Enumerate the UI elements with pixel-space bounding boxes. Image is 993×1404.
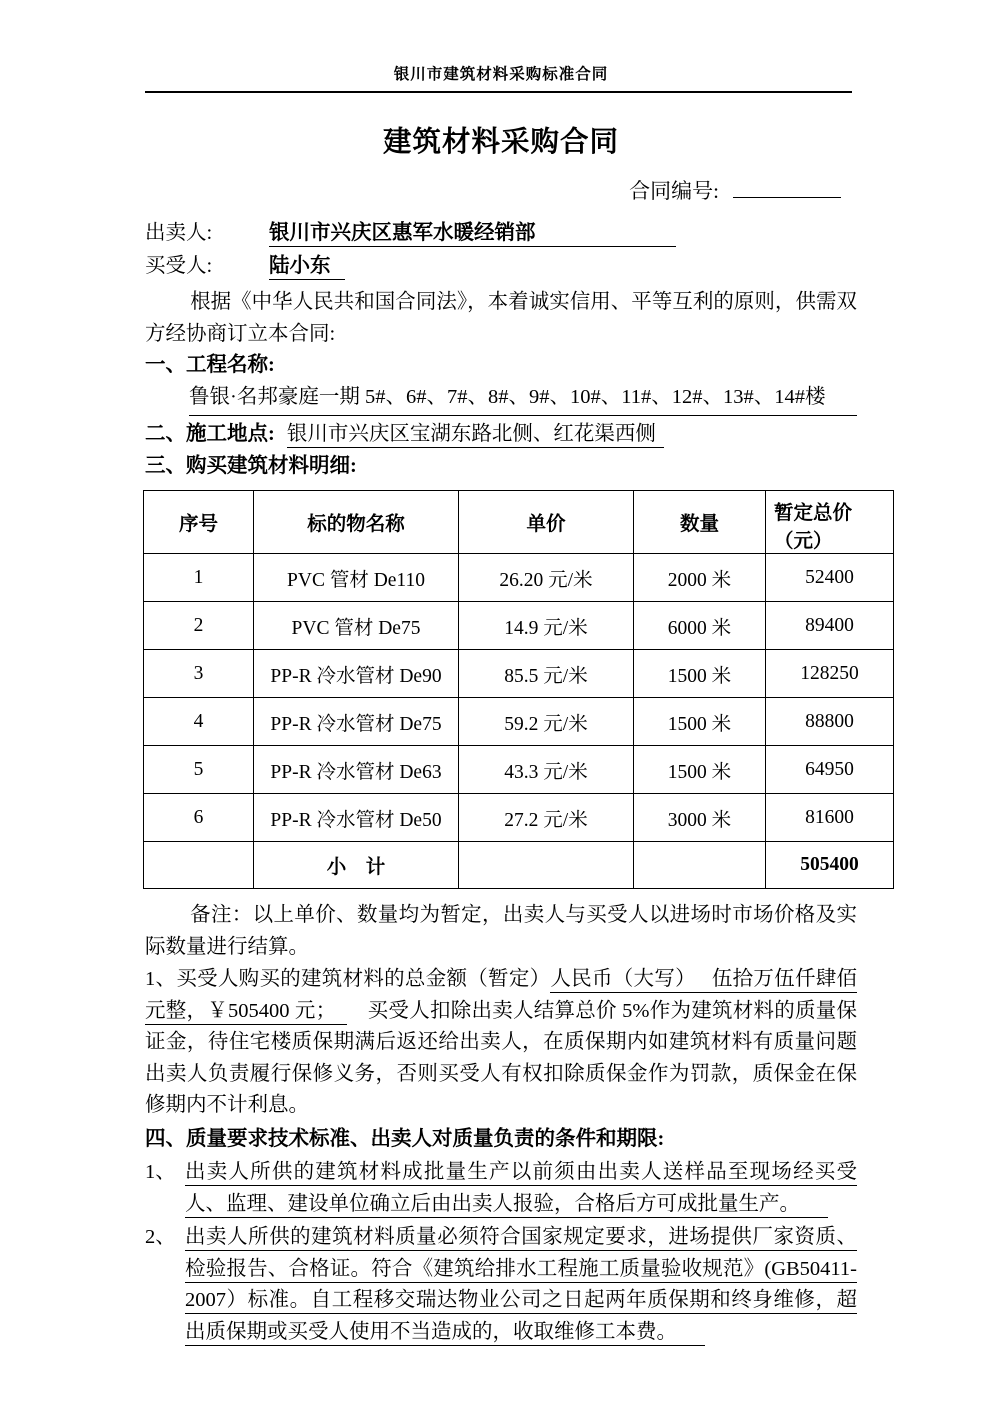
cell-quantity: 2000 米 bbox=[634, 554, 766, 602]
col-header-unit-price: 单价 bbox=[459, 491, 634, 554]
cell-item-name: PVC 管材 De110 bbox=[254, 554, 459, 602]
cell-item-name: PP-R 冷水管材 De50 bbox=[254, 794, 459, 842]
cell-item-name: PP-R 冷水管材 De63 bbox=[254, 746, 459, 794]
cell-item-name: PP-R 冷水管材 De90 bbox=[254, 650, 459, 698]
quality-item-2-text bbox=[185, 1222, 857, 1348]
cell-index: 5 bbox=[144, 746, 254, 794]
cell-unit-price: 27.2 元/米 bbox=[459, 794, 634, 842]
cell-item-name: PVC 管材 De75 bbox=[254, 602, 459, 650]
table-row bbox=[144, 746, 894, 794]
cell-index: 2 bbox=[144, 602, 254, 650]
cell-total-price: 128250 bbox=[766, 650, 894, 698]
cell-index: 1 bbox=[144, 554, 254, 602]
quality-item-2-marker: 2、 bbox=[145, 1226, 176, 1248]
buyer-value: 陆小东 bbox=[269, 255, 345, 280]
subtotal-label: 小 计 bbox=[254, 842, 459, 889]
subtotal-empty-index bbox=[144, 842, 254, 889]
header-divider bbox=[145, 91, 852, 93]
col-header-quantity: 数量 bbox=[634, 491, 766, 554]
cell-unit-price: 59.2 元/米 bbox=[459, 698, 634, 746]
cell-quantity: 3000 米 bbox=[634, 794, 766, 842]
table-row bbox=[144, 602, 894, 650]
contract-number-label: 合同编号: bbox=[629, 179, 719, 203]
section-1-heading: 一、工程名称: bbox=[145, 354, 275, 376]
cell-index: 6 bbox=[144, 794, 254, 842]
content-area bbox=[145, 0, 857, 1348]
cell-index: 4 bbox=[144, 698, 254, 746]
quality-item-2 bbox=[145, 1222, 857, 1348]
cell-unit-price: 14.9 元/米 bbox=[459, 602, 634, 650]
cell-item-name: PP-R 冷水管材 De75 bbox=[254, 698, 459, 746]
section-3-heading: 三、购买建筑材料明细: bbox=[145, 454, 357, 477]
cell-quantity: 6000 米 bbox=[634, 602, 766, 650]
contract-number-blank bbox=[733, 178, 841, 198]
total-amount-paragraph bbox=[145, 964, 857, 1122]
quality-item-1-text bbox=[185, 1157, 857, 1220]
total-amount-lead: 1、买受人购买的建筑材料的总金额（暂定） bbox=[145, 968, 551, 990]
subtotal-empty-price bbox=[459, 842, 634, 889]
quality-item-1-marker: 1、 bbox=[145, 1161, 176, 1183]
section-4-heading: 四、质量要求技术标准、出卖人对质量负责的条件和期限: bbox=[145, 1127, 665, 1150]
cell-total-price: 81600 bbox=[766, 794, 894, 842]
cell-unit-price: 43.3 元/米 bbox=[459, 746, 634, 794]
quality-item-1 bbox=[145, 1157, 857, 1220]
section-2-line bbox=[145, 418, 857, 451]
project-name-value: 鲁银·名邦豪庭一期 5#、6#、7#、8#、9#、10#、11#、12#、13#、14#楼 bbox=[189, 382, 857, 416]
cell-total-price: 89400 bbox=[766, 602, 894, 650]
cell-total-price: 88800 bbox=[766, 698, 894, 746]
cell-quantity: 1500 米 bbox=[634, 698, 766, 746]
preamble-paragraph: 根据《中华人民共和国合同法》，本着诚实信用、平等互利的原则，供需双方经协商订立本合同: bbox=[145, 291, 857, 345]
table-row bbox=[144, 794, 894, 842]
col-header-index: 序号 bbox=[144, 491, 254, 554]
seller-value: 银川市兴庆区惠军水暖经销部 bbox=[269, 222, 676, 247]
materials-table bbox=[143, 490, 894, 889]
parties-block bbox=[145, 218, 857, 282]
seller-row bbox=[145, 218, 857, 249]
seller-label: 出卖人: bbox=[145, 222, 213, 244]
buyer-row bbox=[145, 251, 857, 282]
quality-item-1-underlined-text: 出卖人所供的建筑材料成批量生产以前须由出卖人送样品至现场经买受人、监理、建设单位确立后由出卖人报验，合格后方可成批量生产。 bbox=[185, 1161, 857, 1218]
subtotal-row bbox=[144, 842, 894, 889]
table-row bbox=[144, 554, 894, 602]
cell-total-price: 52400 bbox=[766, 554, 894, 602]
subtotal-empty-qty bbox=[634, 842, 766, 889]
cell-unit-price: 85.5 元/米 bbox=[459, 650, 634, 698]
cell-unit-price: 26.20 元/米 bbox=[459, 554, 634, 602]
cell-quantity: 1500 米 bbox=[634, 746, 766, 794]
table-header-row bbox=[144, 491, 894, 554]
table-row bbox=[144, 698, 894, 746]
col-header-total-price: 暂定总价（元） bbox=[766, 491, 894, 554]
total-amount-tail: 买受人扣除出卖人结算总价 5%作为建筑材料的质量保证金，待住宅楼质保期满后返还给出卖人，在质保期内如建筑材料有质量问题出卖人负责履行保修义务，否则买受人有权扣除质保金作为罚款，质保金在保修期内不计利息。 bbox=[145, 999, 858, 1116]
quality-item-2-underlined-text: 出卖人所供的建筑材料质量必须符合国家规定要求，进场提供厂家资质、检验报告、合格证。符合《建筑给排水工程施工质量验收规范》(GB50411-2007）标准。自工程移交瑞达物业公司之日起两年质保期和终身维修，超出质保期或买受人使用不当造成的，收取维修工本费。 bbox=[185, 1226, 857, 1346]
cell-index: 3 bbox=[144, 650, 254, 698]
total-amount-underlined: 人民币（大写） 伍拾万伍仟肆佰元整，￥505400 元； bbox=[145, 968, 857, 1025]
document-title: 建筑材料采购合同 bbox=[382, 127, 619, 158]
buyer-label: 买受人: bbox=[145, 255, 213, 277]
subtotal-value: 505400 bbox=[766, 842, 894, 889]
section-2-heading: 二、施工地点: bbox=[145, 422, 275, 445]
cell-quantity: 1500 米 bbox=[634, 650, 766, 698]
running-header: 银川市建筑材料采购标准合同 bbox=[393, 66, 609, 83]
remark-paragraph: 备注：以上单价、数量均为暂定，出卖人与买受人以进场时市场价格及实际数量进行结算。 bbox=[145, 904, 857, 958]
col-header-item-name: 标的物名称 bbox=[254, 491, 459, 554]
table-row bbox=[144, 650, 894, 698]
contract-number-line bbox=[145, 176, 857, 206]
site-location-value: 银川市兴庆区宝湖东路北侧、红花渠西侧 bbox=[287, 423, 664, 448]
cell-total-price: 64950 bbox=[766, 746, 894, 794]
